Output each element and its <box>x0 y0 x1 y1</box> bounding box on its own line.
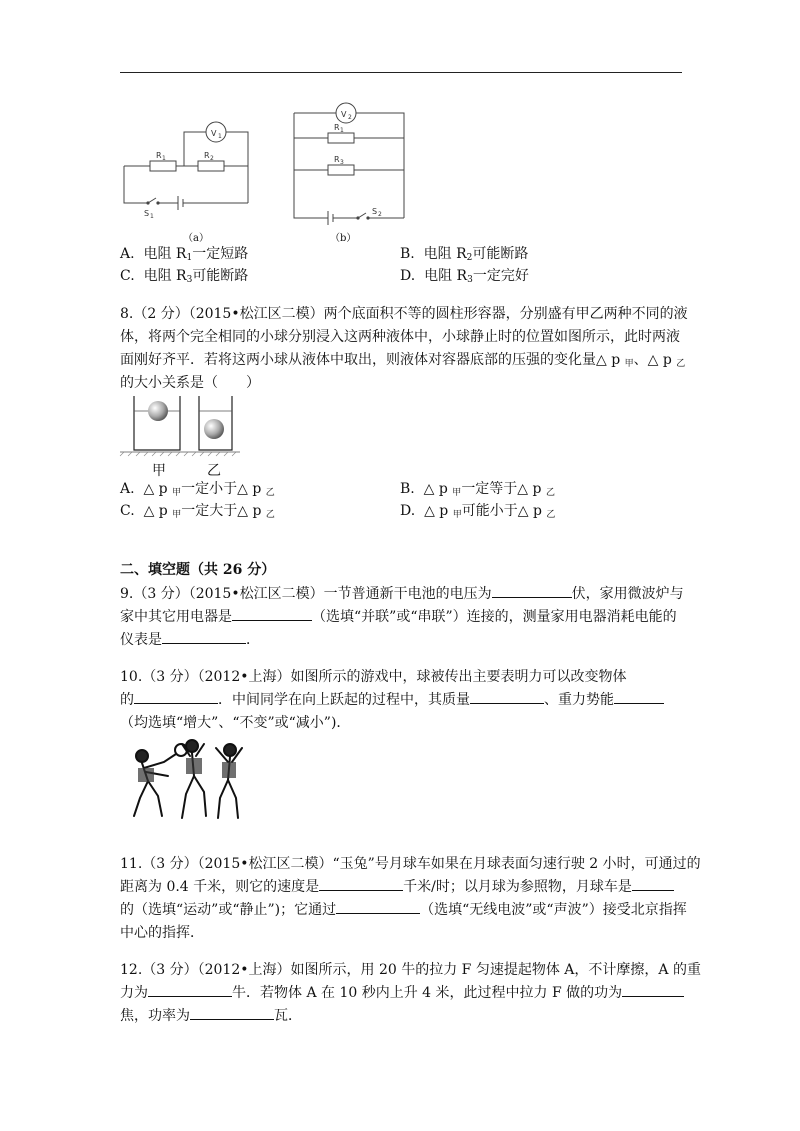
svg-text:2: 2 <box>348 114 352 121</box>
q8-option-c: C. △ p $_甲$一定大于△ p $_乙$ <box>120 503 275 520</box>
q9-blank-3 <box>162 629 246 644</box>
q10-blank-3 <box>614 689 664 704</box>
q9-blank-2 <box>232 606 312 621</box>
q8-option-a: A. △ p $_甲$一定小于△ p $_乙$ <box>120 481 275 498</box>
q9-line-1: 9.（3 分）（2015•松江区二模）一节普通新干电池的电压为 伏，家用微波炉与 <box>120 583 684 605</box>
q7-option-c: C. 电阻 $R_3$可能断路 <box>120 268 249 285</box>
svg-text:1: 1 <box>218 133 222 140</box>
q10-line-3: （均选填“增大”、“不变”或“减小”)． <box>120 715 351 731</box>
q12-blank-2 <box>622 982 684 997</box>
q8-line-1: 8.（2 分）（2015•松江区二模）两个底面积不等的圆柱形容器，分别盛有甲乙两种不同的液 <box>120 306 688 322</box>
q8-line-2: 体，将两个完全相同的小球分别浸入这两种液体中，小球静止时的位置如图所示，此时两液 <box>120 329 680 345</box>
q7-option-a: A. 电阻 $R_1$一定短路 <box>120 246 249 263</box>
q9-line-3: 仪表是 ． <box>120 629 260 651</box>
q12-blank-3 <box>190 1005 274 1020</box>
q7-option-d: D. 电阻 $R_3$一定完好 <box>400 268 529 285</box>
q8-line-4: 的大小关系是（ ） <box>120 375 260 391</box>
containers-figure <box>118 394 242 464</box>
q9-line-2: 家中其它用电器是 （选填“并联”或“串联”）连接的，测量家用电器消耗电能的 <box>120 606 677 628</box>
q12-line-2: 力为 牛．若物体 A 在 10 秒内上升 4 米，此过程中拉力 F 做的功为 <box>120 982 684 1004</box>
svg-text:2: 2 <box>378 211 382 218</box>
q9-blank-1 <box>492 583 572 598</box>
q8-line-3: 面刚好齐平．若将这两小球从液体中取出，则液体对容器底部的压强的变化量△ p $_甲$、△ p $_乙$ <box>120 352 686 369</box>
q12-line-3: 焦，功率为 瓦． <box>120 1005 302 1027</box>
section-2-title: 二、填空题（共 26 分） <box>120 562 276 578</box>
q11-blank-2 <box>632 876 674 891</box>
q11-line-4: 中心的指挥． <box>120 925 204 941</box>
ball-game-figure <box>124 736 246 826</box>
svg-text:R: R <box>334 123 340 132</box>
q12-line-1: 12.（3 分）（2012•上海）如图所示，用 20 牛的拉力 F 匀速提起物体 A，不计摩擦，A 的重 <box>120 962 701 978</box>
voltmeter-v1-label: V <box>211 129 217 138</box>
svg-text:1: 1 <box>162 155 166 162</box>
svg-text:R: R <box>334 155 340 164</box>
q10-line-2: 的 ．中间同学在向上跃起的过程中，其质量 、重力势能 <box>120 689 664 711</box>
q11-line-2: 距离为 0.4 千米，则它的速度是 千米/时；以月球为参照物，月球车是 <box>120 876 674 898</box>
caption-b: （b） <box>330 233 357 244</box>
svg-text:2: 2 <box>210 155 214 162</box>
circuit-diagram-b <box>288 96 412 226</box>
ball-jia <box>148 401 168 421</box>
q11-blank-3 <box>336 899 420 914</box>
container-yi-label: 乙 <box>207 463 221 479</box>
q8-option-d: D. △ p $_甲$可能小于△ p $_乙$ <box>400 503 556 520</box>
svg-text:1: 1 <box>340 127 344 134</box>
svg-text:S: S <box>372 207 378 216</box>
q10-blank-1 <box>134 689 218 704</box>
q11-blank-1 <box>319 876 403 891</box>
svg-text:R: R <box>204 151 210 160</box>
ball-yi <box>204 419 224 439</box>
svg-text:V: V <box>341 110 347 119</box>
q11-line-1: 11.（3 分）（2015•松江区二模）“玉兔”号月球车如果在月球表面匀速行驶 2 小时，可通过的 <box>120 856 701 872</box>
svg-text:1: 1 <box>150 213 154 220</box>
svg-text:S: S <box>144 209 150 218</box>
q7-option-b: B. 电阻 $R_2$可能断路 <box>400 246 529 263</box>
svg-text:R: R <box>156 151 162 160</box>
circuit-diagram-a <box>118 118 258 246</box>
q12-blank-1 <box>148 982 232 997</box>
container-jia-label: 甲 <box>152 463 166 479</box>
q8-option-b: B. △ p $_甲$一定等于△ p $_乙$ <box>400 481 555 498</box>
q10-blank-2 <box>470 689 544 704</box>
q11-line-3: 的（选填“运动”或“静止”)；它通过 （选填“无线电波”或“声波”）接受北京指挥 <box>120 899 687 921</box>
header-rule <box>120 72 682 73</box>
q10-line-1: 10.（3 分）（2012•上海）如图所示的游戏中，球被传出主要表明力可以改变物体 <box>120 669 627 685</box>
caption-a: （a） <box>183 233 209 244</box>
svg-text:3: 3 <box>340 159 344 166</box>
